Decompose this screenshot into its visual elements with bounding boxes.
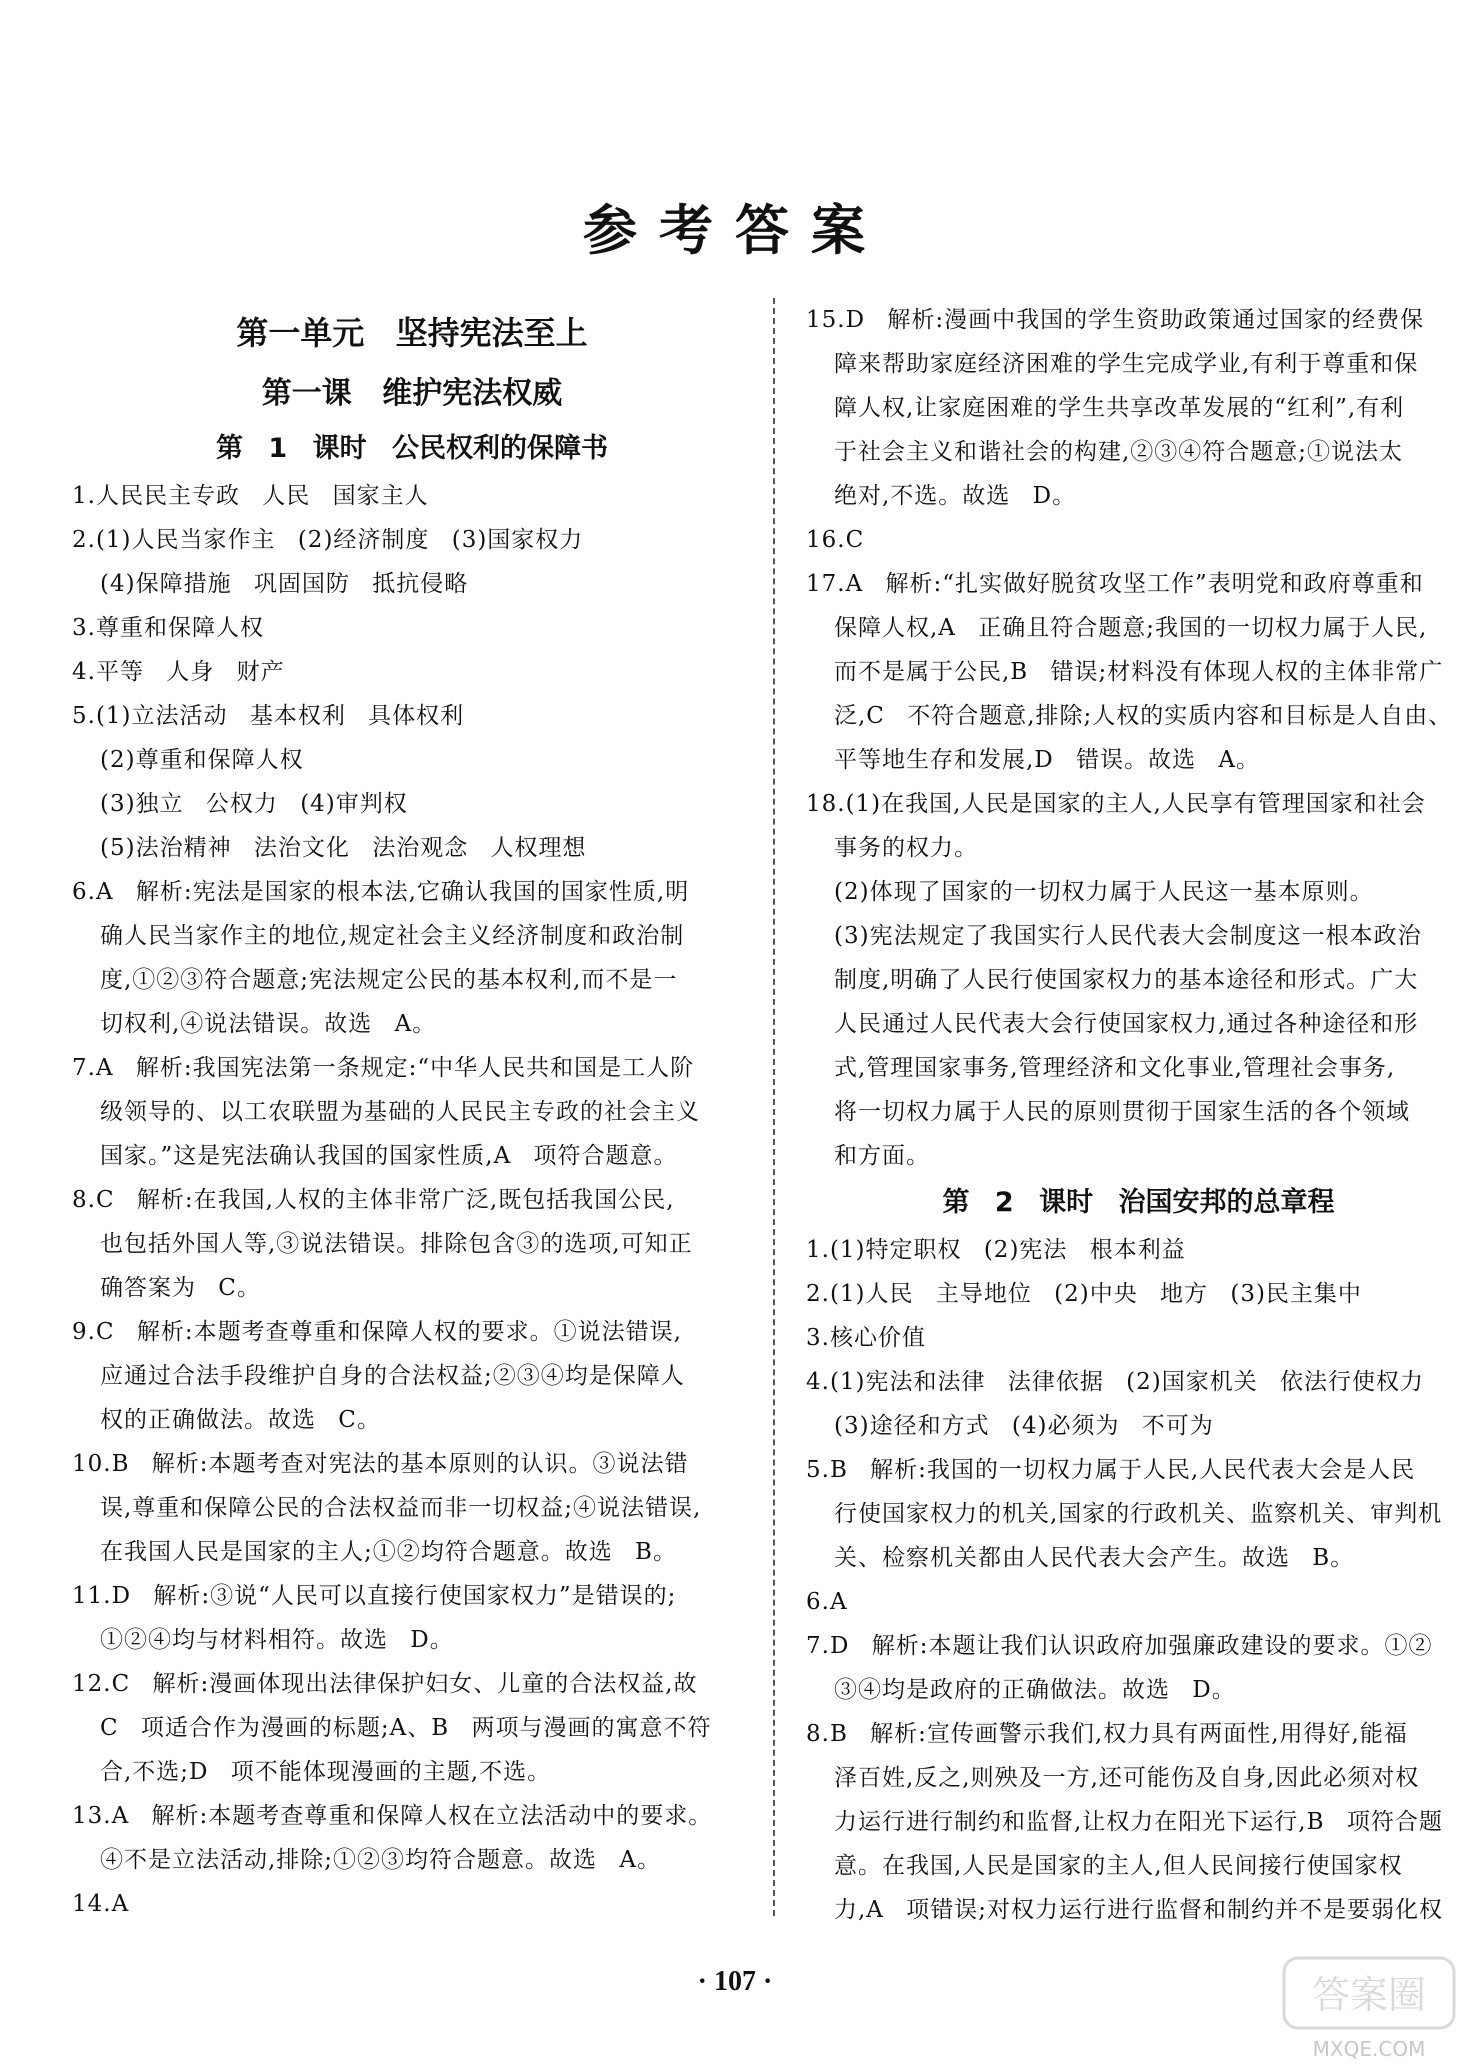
answer-item xyxy=(72,474,752,518)
answer-line: 泛,C 不符合题意,排除;人权的实质内容和目标是人自由、 xyxy=(834,703,1453,729)
period-2-title: 第 2 课时 治国安邦的总章程 xyxy=(942,1187,1335,1218)
answer-item xyxy=(806,1580,1470,1624)
answer-item xyxy=(72,694,752,870)
answer-item xyxy=(72,518,752,606)
answer-line: 合,不选;D 项不能体现漫画的主题,不选。 xyxy=(100,1759,552,1785)
answer-line: 18.(1)在我国,人民是国家的主人,人民享有管理国家和社会 xyxy=(806,791,1426,817)
answer-item xyxy=(72,1442,752,1574)
answer-line: 11.D 解析:③说“人民可以直接行使国家权力”是错误的; xyxy=(72,1583,677,1609)
answer-line: (4)保障措施 巩固国防 抵抗侵略 xyxy=(100,571,469,597)
answer-item xyxy=(72,650,752,694)
answer-item xyxy=(806,1448,1470,1580)
answer-item xyxy=(806,298,1470,518)
answer-line: 13.A 解析:本题考查尊重和保障人权在立法活动中的要求。 xyxy=(72,1803,713,1829)
answer-item xyxy=(806,562,1470,782)
answer-line: 力运行进行制约和监督,让权力在阳光下运行,B 项符合题 xyxy=(834,1809,1443,1835)
answer-item xyxy=(806,1228,1470,1272)
left-column xyxy=(72,298,752,1960)
answer-line: 1.人民民主专政 人民 国家主人 xyxy=(72,483,429,509)
answer-line: 也包括外国人等,③说法错误。排除包含③的选项,可知正 xyxy=(100,1231,693,1257)
answer-line: 15.D 解析:漫画中我国的学生资助政策通过国家的经费保 xyxy=(806,307,1425,333)
answer-line: 2.(1)人民 主导地位 (2)中央 地方 (3)民主集中 xyxy=(806,1281,1362,1307)
answer-line: 行使国家权力的机关,国家的行政机关、监察机关、审判机 xyxy=(834,1501,1443,1527)
answer-line: 8.C 解析:在我国,人权的主体非常广泛,既包括我国公民, xyxy=(72,1187,675,1213)
answer-line: 平等地生存和发展,D 错误。故选 A。 xyxy=(834,747,1260,773)
answer-line: ①②④均与材料相符。故选 D。 xyxy=(100,1627,454,1653)
answer-line: 确答案为 C。 xyxy=(100,1275,261,1301)
svg-text:MXQE.COM: MXQE.COM xyxy=(1312,2037,1426,2061)
answer-line: (3)宪法规定了我国实行人民代表大会制度这一根本政治 xyxy=(834,923,1422,949)
answer-line: 17.A 解析:“扎实做好脱贫攻坚工作”表明党和政府尊重和 xyxy=(806,571,1424,597)
answer-item xyxy=(72,1574,752,1662)
answer-item xyxy=(72,1178,752,1310)
answer-item xyxy=(806,1316,1470,1360)
answer-item xyxy=(72,1310,752,1442)
answer-line: 14.A xyxy=(72,1891,130,1917)
answer-line: (2)尊重和保障人权 xyxy=(100,747,304,773)
answer-line: 应通过合法手段维护自身的合法权益;②③④均是保障人 xyxy=(100,1363,685,1389)
answer-line: 8.B 解析:宣传画警示我们,权力具有两面性,用得好,能福 xyxy=(806,1721,1408,1747)
answer-line: ③④均是政府的正确做法。故选 D。 xyxy=(834,1677,1236,1703)
answer-line: 3.尊重和保障人权 xyxy=(72,615,264,641)
answer-line: 将一切权力属于人民的原则贯彻于国家生活的各个领域 xyxy=(834,1099,1410,1125)
answer-item xyxy=(72,1662,752,1794)
answer-line: 力,A 项错误;对权力运行进行监督和制约并不是要弱化权 xyxy=(834,1897,1443,1923)
answer-line: 5.B 解析:我国的一切权力属于人民,人民代表大会是人民 xyxy=(806,1457,1416,1483)
column-divider xyxy=(773,298,775,1916)
unit-title: 第一单元 坚持宪法至上 xyxy=(236,314,588,352)
answer-item xyxy=(72,1794,752,1882)
answer-line: 1.(1)特定职权 (2)宪法 根本利益 xyxy=(806,1237,1186,1263)
answer-item xyxy=(72,870,752,1046)
answer-line: (3)途径和方式 (4)必须为 不可为 xyxy=(834,1413,1214,1439)
answer-line: 确人民当家作主的地位,规定社会主义经济制度和政治制 xyxy=(100,923,685,949)
right-answer-list-1 xyxy=(806,298,1470,1178)
answer-line: 泽百姓,反之,则殃及一方,还可能伤及自身,因此必须对权 xyxy=(834,1765,1420,1791)
answer-line: 16.C xyxy=(806,527,865,553)
answer-line: (5)法治精神 法治文化 法治观念 人权理想 xyxy=(100,835,587,861)
answer-item xyxy=(72,1882,752,1926)
answer-item xyxy=(806,1272,1470,1316)
answer-line: 意。在我国,人民是国家的主人,但人民间接行使国家权 xyxy=(834,1853,1403,1879)
answer-line: 障人权,让家庭困难的学生共享改革发展的“红利”,有利 xyxy=(834,395,1405,421)
answer-line: 事务的权力。 xyxy=(834,835,978,861)
watermark-logo xyxy=(1274,1948,1464,2068)
answer-line: 12.C 解析:漫画体现出法律保护妇女、儿童的合法权益,故 xyxy=(72,1671,698,1697)
answer-line: 3.核心价值 xyxy=(806,1325,926,1351)
answer-line: 保障人权,A 正确且符合题意;我国的一切权力属于人民, xyxy=(834,615,1428,641)
answer-line: 于社会主义和谐社会的构建,②③④符合题意;①说法太 xyxy=(834,439,1404,465)
answer-line: 在我国人民是国家的主人;①②均符合题意。故选 B。 xyxy=(100,1539,677,1565)
answer-line: 4.平等 人身 财产 xyxy=(72,659,285,685)
answer-line: 制度,明确了人民行使国家权力的基本途径和形式。广大 xyxy=(834,967,1419,993)
page-number: · 107 · xyxy=(697,1966,773,1997)
answer-line: 和方面。 xyxy=(834,1143,930,1169)
answer-item xyxy=(72,1046,752,1178)
answer-line: 级领导的、以工农联盟为基础的人民民主专政的社会主义 xyxy=(100,1099,700,1125)
answer-line: 度,①②③符合题意;宪法规定公民的基本权利,而不是一 xyxy=(100,967,678,993)
answer-line: 7.D 解析:本题让我们认识政府加强廉政建设的要求。①② xyxy=(806,1633,1433,1659)
answer-item xyxy=(72,606,752,650)
answer-line: 关、检察机关都由人民代表大会产生。故选 B。 xyxy=(834,1545,1355,1571)
answer-line: ④不是立法活动,排除;①②③均符合题意。故选 A。 xyxy=(100,1847,661,1873)
answer-line: 2.(1)人民当家作主 (2)经济制度 (3)国家权力 xyxy=(72,527,584,553)
answer-line: 9.C 解析:本题考查尊重和保障人权的要求。①说法错误, xyxy=(72,1319,682,1345)
answer-item xyxy=(806,518,1470,562)
answer-line: 7.A 解析:我国宪法第一条规定:“中华人民共和国是工人阶 xyxy=(72,1055,695,1081)
answer-item xyxy=(806,782,1470,1178)
answer-line: 式,管理国家事务,管理经济和文化事业,管理社会事务, xyxy=(834,1055,1396,1081)
page-title: 参考答案 xyxy=(583,198,887,262)
answer-item xyxy=(806,1712,1470,1932)
answer-line: 4.(1)宪法和法律 法律依据 (2)国家机关 依法行使权力 xyxy=(806,1369,1425,1395)
answer-line: 绝对,不选。故选 D。 xyxy=(834,483,1077,509)
answer-line: 10.B 解析:本题考查对宪法的基本原则的认识。③说法错 xyxy=(72,1451,689,1477)
answer-line: C 项适合作为漫画的标题;A、B 两项与漫画的寓意不符 xyxy=(100,1715,712,1741)
period-1-title: 第 1 课时 公民权利的保障书 xyxy=(216,433,608,464)
answer-item xyxy=(806,1624,1470,1712)
answer-line: 误,尊重和保障公民的合法权益而非一切权益;④说法错误, xyxy=(100,1495,702,1521)
answer-item xyxy=(806,1360,1470,1448)
right-column xyxy=(806,298,1470,1960)
answer-line: (3)独立 公权力 (4)审判权 xyxy=(100,791,408,817)
answer-line: 5.(1)立法活动 基本权利 具体权利 xyxy=(72,703,465,729)
answer-line: 障来帮助家庭经济困难的学生完成学业,有利于尊重和保 xyxy=(834,351,1419,377)
answer-line: 权的正确做法。故选 C。 xyxy=(100,1407,381,1433)
left-answer-list xyxy=(72,474,752,1926)
lesson-title: 第一课 维护宪法权威 xyxy=(261,376,563,411)
answer-line: 6.A xyxy=(806,1589,848,1615)
answer-line: 而不是属于公民,B 错误;材料没有体现人权的主体非常广 xyxy=(834,659,1444,685)
answer-line: 人民通过人民代表大会行使国家权力,通过各种途径和形 xyxy=(834,1011,1419,1037)
answer-line: (2)体现了国家的一切权力属于人民这一基本原则。 xyxy=(834,879,1374,905)
right-answer-list-2 xyxy=(806,1228,1470,1932)
answer-line: 6.A 解析:宪法是国家的根本法,它确认我国的国家性质,明 xyxy=(72,879,690,905)
answer-line: 国家。”这是宪法确认我国的国家性质,A 项符合题意。 xyxy=(100,1143,678,1169)
answer-line: 切权利,④说法错误。故选 A。 xyxy=(100,1011,437,1037)
svg-text:答案圈: 答案圈 xyxy=(1311,1973,1427,2017)
